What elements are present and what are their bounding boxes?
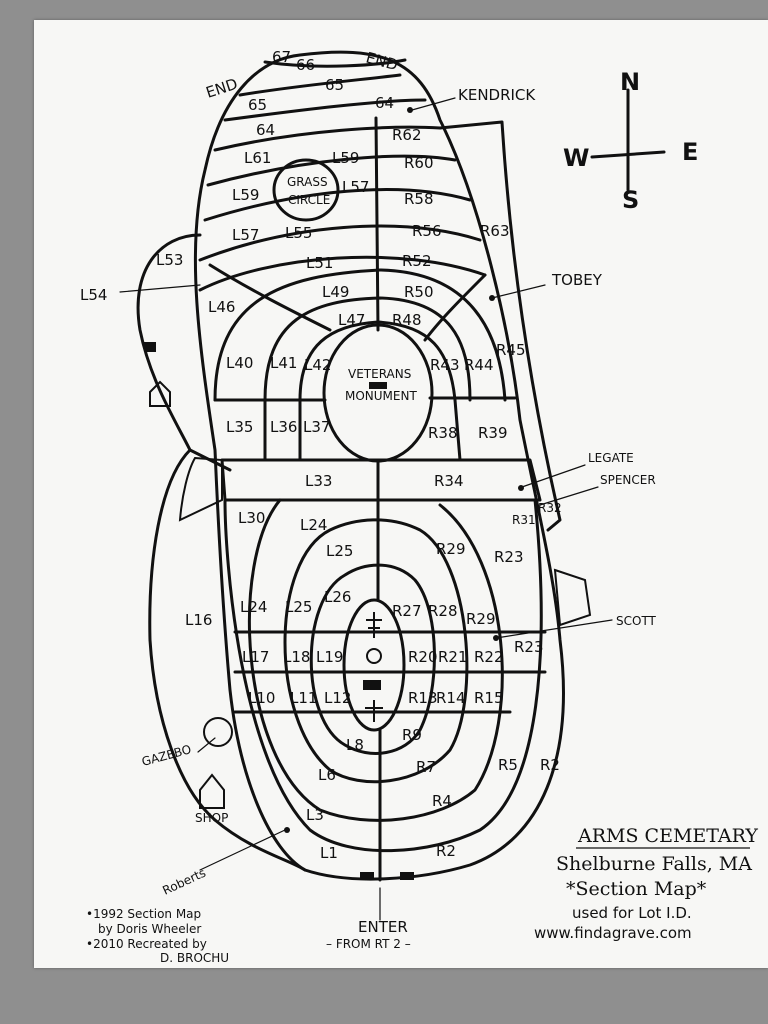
- section-label: L53: [156, 251, 184, 269]
- section-label: L6: [318, 766, 336, 784]
- credit-line-1: •1992 Section Map: [86, 907, 202, 921]
- map-subtitle: *Section Map*: [566, 878, 707, 900]
- scott-label: SCOTT: [616, 614, 656, 628]
- section-label: R21: [438, 648, 468, 666]
- section-label: L26: [324, 588, 352, 606]
- grass-circle-label-1: GRASS: [287, 175, 328, 189]
- section-label: L35: [226, 418, 254, 436]
- section-label: R48: [392, 311, 422, 329]
- tobey-label: TOBEY: [552, 271, 602, 289]
- arc-top-2: [240, 75, 400, 95]
- gazebo-label: GAZEBO: [140, 742, 193, 769]
- section-label: R31: [512, 513, 536, 527]
- section-label: R29: [436, 540, 466, 558]
- section-label: R20: [408, 648, 438, 666]
- legate-label: LEGATE: [588, 451, 634, 465]
- tobey-marker: [489, 295, 495, 301]
- section-label: R14: [436, 689, 466, 707]
- section-label: R22: [474, 648, 504, 666]
- section-label: R9: [402, 726, 422, 744]
- section-label: 65: [248, 96, 268, 114]
- section-label: L57: [232, 226, 260, 244]
- section-label: L46: [208, 298, 236, 316]
- section-label: R43: [430, 356, 460, 374]
- section-label: L54: [80, 286, 108, 304]
- section-label: R7: [416, 758, 436, 776]
- credit-line-4: D. BROCHU: [160, 951, 230, 965]
- l54-pointer: [120, 285, 200, 292]
- section-label: R23: [494, 548, 524, 566]
- map-title: ARMS CEMETARY: [578, 825, 758, 847]
- section-label: R45: [496, 341, 526, 359]
- section-label: R13: [408, 689, 438, 707]
- grass-circle: [274, 160, 338, 220]
- section-label: L8: [346, 736, 364, 754]
- section-label: R52: [402, 252, 432, 270]
- section-label: L57: [342, 178, 370, 196]
- section-label: L18: [283, 648, 311, 666]
- scott-pointer: [496, 620, 612, 638]
- building-icon: [144, 342, 156, 352]
- enter-from-label: – FROM RT 2 –: [326, 937, 411, 951]
- section-label: L61: [244, 149, 272, 167]
- section-label: R63: [480, 222, 510, 240]
- compass-w: W: [563, 144, 590, 172]
- section-label: L30: [238, 509, 266, 527]
- section-label: 67: [272, 48, 292, 66]
- kendrick-marker: [407, 107, 413, 113]
- kendrick-label: KENDRICK: [458, 86, 536, 104]
- section-label: R34: [434, 472, 464, 490]
- section-label: L19: [316, 648, 344, 666]
- tree-icon: [366, 612, 382, 638]
- section-label: L11: [290, 689, 318, 707]
- shop-icon: [200, 775, 224, 808]
- section-label: L51: [306, 254, 334, 272]
- shop-label: SHOP: [195, 811, 229, 825]
- compass-e: E: [682, 138, 699, 166]
- enter-label: ENTER: [358, 918, 408, 936]
- section-label: R58: [404, 190, 434, 208]
- section-label: L37: [303, 418, 331, 436]
- section-label: R27: [392, 602, 422, 620]
- compass-s: S: [622, 186, 640, 214]
- map-location: Shelburne Falls, MA: [556, 853, 752, 875]
- section-label: L1: [320, 844, 338, 862]
- section-label: L17: [242, 648, 270, 666]
- roberts-pointer: [200, 830, 285, 870]
- section-label: L59: [232, 186, 260, 204]
- section-labels: [80, 48, 562, 862]
- section-label: R50: [404, 283, 434, 301]
- section-label: 66: [296, 56, 316, 74]
- section-label: L24: [240, 598, 268, 616]
- section-label: R2: [436, 842, 456, 860]
- section-label: L33: [305, 472, 333, 490]
- section-label: L12: [324, 689, 352, 707]
- section-label: R2: [540, 756, 560, 774]
- gazebo-icon: [204, 718, 232, 746]
- map-purpose: used for Lot I.D.: [572, 904, 692, 922]
- section-label: R23: [514, 638, 544, 656]
- section-label: L36: [270, 418, 298, 436]
- section-label: R4: [432, 792, 452, 810]
- section-label: L42: [304, 356, 332, 374]
- section-label: L10: [248, 689, 276, 707]
- monument-label-2: MONUMENT: [345, 389, 417, 403]
- flower-icon: [367, 649, 381, 663]
- monument-label-1: VETERANS: [348, 367, 412, 381]
- section-label: R60: [404, 154, 434, 172]
- section-label: R56: [412, 222, 442, 240]
- section-label: L40: [226, 354, 254, 372]
- section-label: R32: [538, 501, 562, 515]
- credit-line-2: by Doris Wheeler: [98, 922, 202, 936]
- section-label: R62: [392, 126, 422, 144]
- section-label: R29: [466, 610, 496, 628]
- section-label: R28: [428, 602, 458, 620]
- scott-marker: [493, 635, 499, 641]
- gate-right-icon: [400, 872, 414, 880]
- section-label: L59: [332, 149, 360, 167]
- section-label: L47: [338, 311, 366, 329]
- compass-n: N: [620, 68, 641, 96]
- section-label: L3: [306, 806, 324, 824]
- roberts-label: Roberts: [160, 865, 208, 898]
- section-label: L55: [285, 224, 313, 242]
- band-l33-r34: [222, 460, 540, 500]
- section-label: R39: [478, 424, 508, 442]
- section-label: R5: [498, 756, 518, 774]
- section-label: L25: [326, 542, 354, 560]
- section-label: L25: [285, 598, 313, 616]
- right-strip-outline: [440, 122, 560, 530]
- section-label: R44: [464, 356, 494, 374]
- grass-circle-label-2: CIRCLE: [288, 193, 331, 207]
- section-label: L24: [300, 516, 328, 534]
- credit-line-3: •2010 Recreated by: [86, 937, 207, 951]
- monument-icon: [369, 382, 387, 389]
- section-label: 65: [325, 76, 345, 94]
- end-left: END: [203, 74, 240, 102]
- section-label: L16: [185, 611, 213, 629]
- legate-marker: [518, 485, 524, 491]
- roberts-marker: [284, 827, 290, 833]
- section-label: R38: [428, 424, 458, 442]
- section-label: L49: [322, 283, 350, 301]
- section-label: R15: [474, 689, 504, 707]
- spencer-label: SPENCER: [600, 473, 656, 487]
- section-label: 64: [375, 94, 395, 112]
- section-label: L41: [270, 354, 298, 372]
- gate-left-icon: [360, 872, 374, 880]
- center-marker-icon: [363, 680, 381, 690]
- end-right: END: [363, 48, 400, 75]
- map-website: www.findagrave.com: [534, 924, 692, 942]
- hatched-area-right: [555, 570, 590, 625]
- section-label: 64: [256, 121, 276, 139]
